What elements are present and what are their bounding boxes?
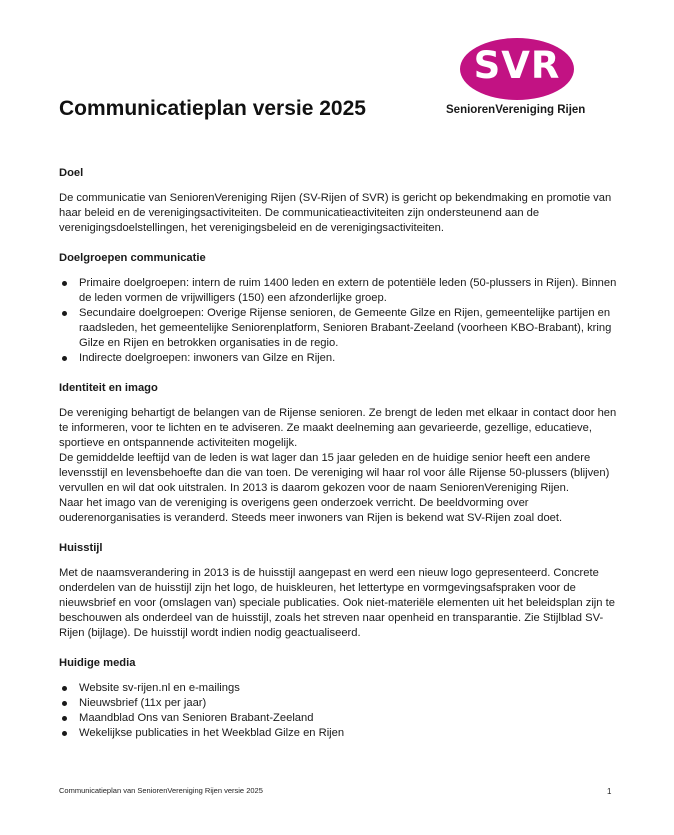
footer-text: Communicatieplan van SeniorenVereniging Rijen versie 2025 [59,786,263,795]
logo-subtitle: SeniorenVereniging Rijen [446,104,586,116]
media-list [59,681,619,741]
list-item: Wekelijkse publicaties in het Weekblad Gilze en Rijen [59,726,619,741]
heading-identiteit: Identiteit en imago [59,382,158,394]
paragraph-identiteit-2: De gemiddelde leeftijd van de leden is wat lager dan 15 jaar geleden en de huidige senior heeft een andere levensstijl en levensbehoefte dan die van toen. De vereniging wil haar rol voor álle Rijense 50-plussers (blijven) vervullen en wil dat ook uitstralen. In 2013 is daarom gekozen voor de naam SeniorenVereniging Rijen. [59,452,610,494]
heading-doel: Doel [59,167,84,179]
list-item: Nieuwsbrief (11x per jaar) [59,696,619,711]
heading-huisstijl: Huisstijl [59,542,103,554]
list-item: Website sv-rijen.nl en e-mailings [59,681,619,696]
heading-doelgroepen: Doelgroepen communicatie [59,252,206,264]
paragraph-doel: De communicatie van SeniorenVereniging Rijen (SV-Rijen of SVR) is gericht op bekendmaking en promotie van haar beleid en de verenigingsactiviteiten. De communicatieactiviteiten zijn ondersteunend aan de verenigingsdoelstellingen, het verenigingsbeleid en de verenigingsactiviteiten. [59,192,612,234]
list-item: Maandblad Ons van Senioren Brabant-Zeeland [59,711,619,726]
logo-letters: SVR [473,44,561,87]
svr-logo [446,38,606,122]
doelgroepen-list [59,276,619,366]
paragraph-huisstijl: Met de naamsverandering in 2013 is de huisstijl aangepast en werd een nieuw logo gepresenteerd. Concrete onderdelen van de huisstijl zijn het logo, de huiskleuren, het lettertype en vormgevingsafspraken voor de nieuwsbrief en voor (omslagen van) speciale publicaties. Ook niet-materiële elementen uit het beleidsplan zijn te beschouwen als onderdeel van de huisstijl, zoals het streven naar openheid en transparantie. Zie Stijlblad SV-Rijen (bijlage). De huisstijl wordt indien nodig geactualiseerd. [59,567,615,639]
document-title: Communicatieplan versie 2025 [59,97,366,120]
list-item: Secundaire doelgroepen: Overige Rijense senioren, de Gemeente Gilze en Rijen, gemeentelijke partijen en raadsleden, het gemeentelijke Seniorenplatform, Senioren Brabant-Zeeland (voorheen KBO-Brabant), kring Gilze en Rijen en betrokken organisaties in de regio. [59,306,619,351]
paragraph-identiteit-1: De vereniging behartigt de belangen van de Rijense senioren. Ze brengt de leden met elkaar in contact door hen te informeren, voor te lichten en te adviseren. Ze maakt deelneming aan gevarieerde, gezellige, educatieve, sportieve en ontspannende activiteiten mogelijk. [59,407,617,449]
heading-media: Huidige media [59,657,136,669]
list-item: Primaire doelgroepen: intern de ruim 1400 leden en extern de potentiële leden (50-plussers in Rijen). Binnen de leden vormen de vrijwilligers (150) een afzonderlijke groep. [59,276,619,306]
list-item: Indirecte doelgroepen: inwoners van Gilze en Rijen. [59,351,619,366]
paragraph-identiteit-3: Naar het imago van de vereniging is overigens geen onderzoek verricht. De beeldvorming over ouderenorganisaties is veranderd. Steeds meer inwoners van Rijen is bekend wat SV-Rijen zoal doet. [59,497,563,524]
page-number: 1 [607,787,612,796]
document-body [59,166,619,756]
